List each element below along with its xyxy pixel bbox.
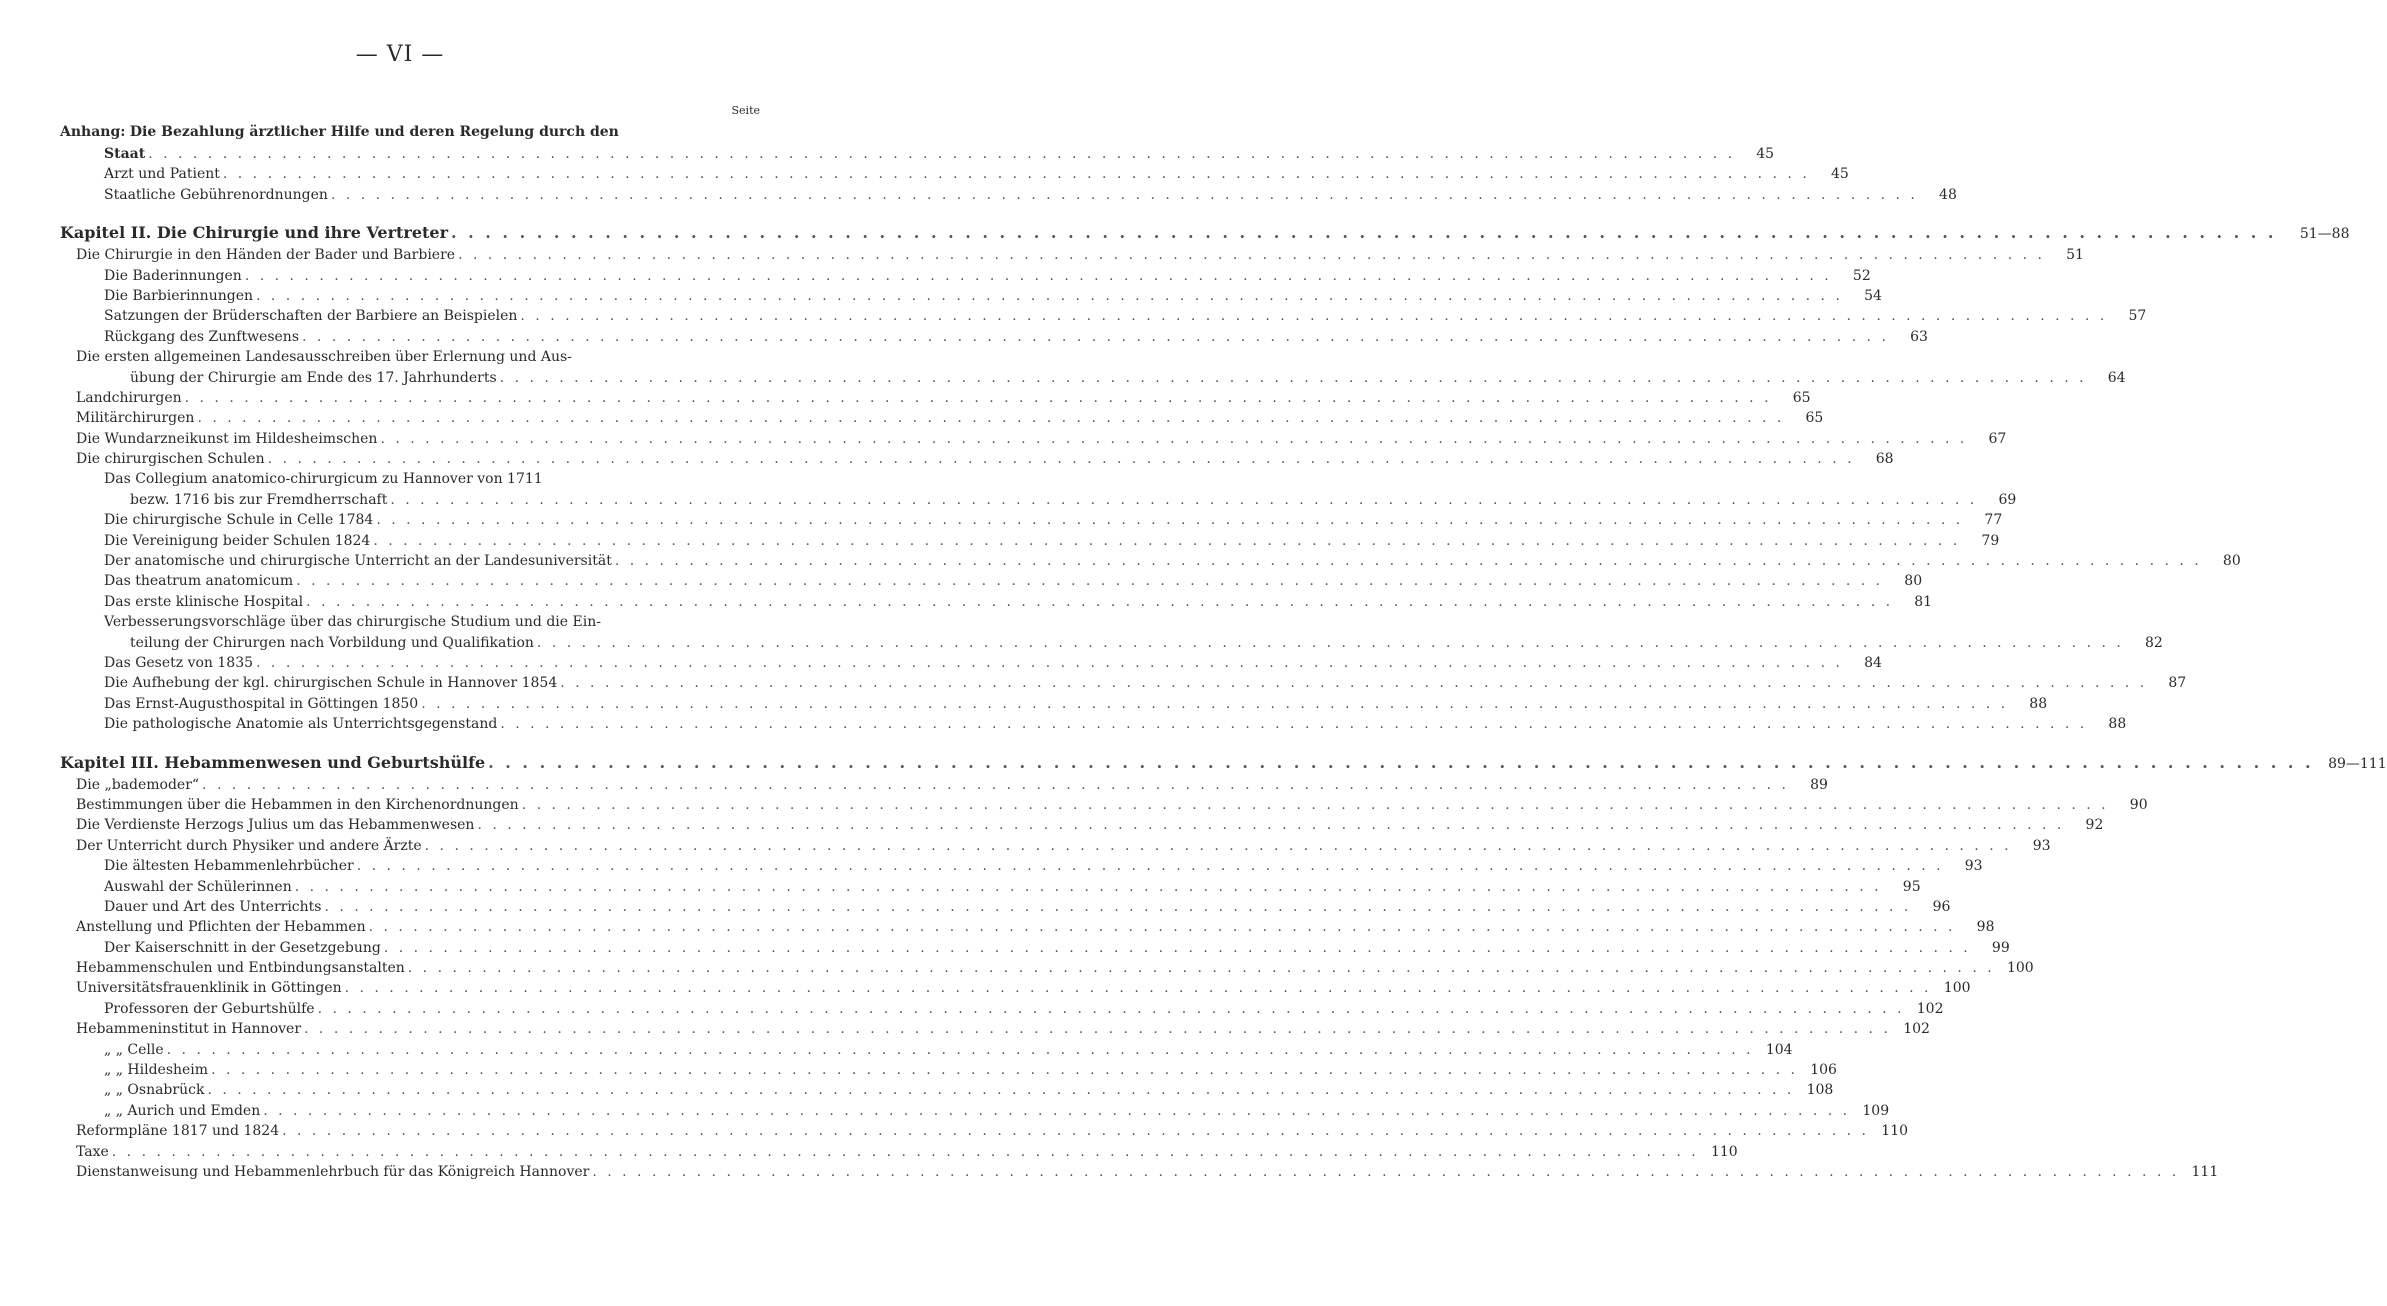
toc-entry	[60, 634, 2163, 655]
dot-leader	[318, 1001, 1905, 1017]
toc-entry-label: Der Kaiserschnitt in der Gesetzgebung	[104, 939, 381, 956]
page-number: — VI —	[355, 42, 445, 67]
dot-leader	[451, 223, 2276, 242]
toc-entry-label: Das Gesetz von 1835	[104, 654, 254, 671]
toc-entry-label: Der Unterricht durch Physiker und andere Ärzte	[76, 837, 422, 854]
dot-leader	[185, 390, 1772, 406]
dot-leader	[256, 288, 1843, 304]
toc-entry-label: Das erste klinische Hospital	[104, 593, 304, 610]
page-ref: 63	[1910, 328, 1928, 345]
page-ref: 87	[2168, 675, 2187, 692]
dot-leader	[425, 838, 2012, 854]
toc-entry	[60, 287, 1882, 308]
dot-leader	[537, 635, 2124, 651]
toc-entry	[60, 898, 1951, 919]
page-ref: 48	[1939, 186, 1957, 203]
page-ref: 88	[2029, 695, 2048, 712]
toc-entry	[60, 491, 2017, 512]
page-ref: 67	[1988, 430, 2007, 447]
toc-entry	[60, 858, 1983, 878]
page-ref: 81	[1914, 593, 1933, 610]
page-ref: 80	[2222, 553, 2241, 570]
toc-entry-label: Die ältesten Hebammenlehrbücher	[104, 858, 354, 875]
dot-leader	[376, 512, 1963, 528]
dot-leader	[331, 187, 1918, 203]
dot-leader	[488, 753, 2313, 772]
dot-leader	[477, 817, 2064, 833]
page-ref: 99	[1991, 939, 2010, 956]
toc-entry	[60, 267, 1871, 288]
toc-entry-label: Satzungen der Brüderschaften der Barbiere an Beispielen	[104, 308, 518, 325]
dot-leader	[390, 492, 1977, 508]
page-ref: 64	[2107, 369, 2126, 386]
toc-entry	[60, 776, 1828, 797]
dot-leader	[458, 247, 2045, 263]
toc-entry-label: Rückgang des Zunftwesens	[104, 328, 300, 345]
toc-entry	[60, 328, 1928, 349]
toc-entry	[60, 1062, 1837, 1082]
toc-entry	[60, 512, 2003, 532]
toc-entry-label: Auswahl der Schülerinnen	[104, 878, 292, 895]
dot-leader	[245, 268, 1832, 284]
toc-entry	[60, 1123, 1909, 1143]
toc-entry	[60, 695, 2048, 716]
dot-leader	[148, 146, 1735, 162]
anhang-title: Die Bezahlung ärztlicher Hilfe und deren Regelung durch den	[129, 124, 619, 140]
toc-entry	[60, 247, 2084, 267]
toc-entry-label: Hebammenschulen und Entbindungsanstalten	[76, 960, 405, 977]
toc-entry-label: Reformpläne 1817 und 1824	[76, 1123, 280, 1140]
toc-entry	[60, 553, 2241, 573]
dot-leader	[345, 980, 1932, 996]
page-ref: 93	[2032, 837, 2051, 854]
toc-entry-label: Die pathologische Anatomie als Unterrichtsgegenstand	[104, 716, 498, 733]
toc-entry	[60, 796, 2148, 817]
page-ref: 100	[1943, 980, 1971, 997]
toc-entry	[60, 369, 2126, 390]
toc-entry-label: „ „ Aurich und Emden	[104, 1102, 261, 1119]
toc-entry-label: Verbesserungsvorschläge über das chirurgische Studium und die Ein-	[104, 614, 601, 631]
toc-entry	[60, 532, 2000, 553]
toc-entry	[60, 1102, 1890, 1123]
dot-leader	[384, 940, 1971, 956]
page-ref: 79	[1981, 532, 2000, 549]
page-ref: 110	[1881, 1123, 1909, 1140]
toc-entry: Arzt und Patient . . . 45	[60, 166, 768, 186]
dot-leader	[500, 716, 2087, 732]
toc-entry	[60, 573, 1923, 593]
page-ref: 108	[1806, 1082, 1834, 1099]
page-ref: 45	[1756, 146, 1775, 162]
page-ref: 80	[1904, 573, 1923, 590]
toc-entry	[60, 716, 2127, 736]
page-ref: 65	[1792, 389, 1811, 406]
dot-leader	[380, 431, 1967, 447]
page-ref: 106	[1810, 1062, 1837, 1079]
toc-entry-label: Hebammeninstitut in Hannover	[76, 1021, 302, 1038]
toc-entry-label: übung der Chirurgie am Ende des 17. Jahrhunderts	[130, 369, 497, 386]
dot-leader	[211, 1062, 1798, 1078]
dot-leader	[408, 960, 1995, 976]
toc-entry-label: Das Ernst-Augusthospital in Göttingen 1850	[104, 695, 419, 712]
toc-entry-label: Das theatrum anatomicum	[104, 573, 294, 590]
toc-entry	[60, 939, 2010, 960]
page-ref: 57	[2128, 308, 2147, 325]
page-ref: 102	[1916, 1000, 1944, 1017]
dot-leader	[324, 899, 1911, 915]
page-ref: 82	[2145, 634, 2163, 651]
page-ref: 96	[1932, 898, 1951, 915]
dot-leader	[373, 533, 1960, 549]
toc-entry	[60, 1163, 2219, 1184]
dot-leader	[295, 879, 1882, 895]
toc-entry	[60, 980, 1971, 1000]
toc-entry	[60, 593, 1933, 614]
page-ref: 92	[2085, 817, 2104, 834]
toc-entry-label: Die Wundarzneikunst im Hildesheimschen	[76, 430, 378, 447]
page-ref: 111	[2191, 1163, 2219, 1180]
dot-leader	[304, 1021, 1891, 1037]
toc-entry	[60, 1021, 1930, 1041]
toc-entry	[60, 308, 2147, 328]
toc-entry	[60, 960, 2034, 980]
toc-entry-label: Die Barbierinnungen	[104, 287, 253, 304]
toc-entry-label: Landchirurgen	[76, 389, 182, 406]
dot-leader	[296, 573, 1883, 589]
anhang-prefix: Anhang:	[60, 124, 126, 140]
toc-entry-label: Die chirurgische Schule in Celle 1784	[104, 512, 374, 529]
page-ref: 90	[2129, 796, 2148, 813]
chapter-2-entries	[60, 247, 2241, 736]
dot-leader	[357, 858, 1944, 874]
dot-leader	[520, 308, 2107, 324]
toc-entry	[60, 878, 1921, 899]
toc-entry	[60, 451, 1894, 471]
toc-entry-label: Die ersten allgemeinen Landesausschreiben über Erlernung und Aus-	[76, 349, 572, 366]
page-ref: 109	[1862, 1102, 1890, 1119]
dot-leader	[167, 1042, 1754, 1058]
toc-entry-label: Militärchirurgen	[76, 410, 195, 427]
toc-entry-label: Bestimmungen über die Hebammen in den Kirchenordnungen	[76, 796, 519, 813]
toc-entry-label: Universitätsfrauenklinik in Göttingen	[76, 980, 342, 997]
dot-leader	[592, 1164, 2179, 1180]
toc-entry-label: Die „bademoder“	[76, 776, 200, 793]
toc-entry	[60, 675, 2187, 695]
page-ref: 45	[1830, 166, 1849, 183]
toc-entry	[60, 1041, 1793, 1062]
toc-entry-label: „ „ Celle	[104, 1041, 164, 1058]
dot-leader	[197, 410, 1784, 426]
page-ref: 69	[1998, 491, 2017, 508]
page-ref: 102	[1903, 1021, 1930, 1038]
dot-leader	[421, 696, 2008, 712]
toc-entry-label: Die Chirurgie in den Händen der Bader und Barbiere	[76, 247, 456, 264]
dot-leader	[112, 1144, 1699, 1160]
toc-entry-label: Professoren der Geburtshülfe	[104, 1000, 315, 1017]
toc-entry-label: Anstellung und Pflichten der Hebammen	[76, 919, 366, 936]
toc-entry	[60, 410, 1824, 430]
page-ref: 77	[1984, 512, 2003, 529]
dot-leader	[263, 1103, 1850, 1119]
page-ref: 95	[1902, 878, 1921, 895]
dot-leader	[256, 655, 1843, 671]
dot-leader	[522, 797, 2109, 813]
toc-entry-label: Dienstanweisung und Hebammenlehrbuch für das Königreich Hannover	[76, 1163, 590, 1180]
page-ref: 65	[1805, 410, 1824, 427]
dot-leader	[282, 1123, 1869, 1139]
toc-entry-label: Dauer und Art des Unterrichts	[104, 898, 322, 915]
chapter-heading: Kapitel II. Die Chirurgie und ihre Vertreter . . . 51—88	[60, 223, 768, 247]
dot-leader	[306, 594, 1893, 610]
dot-leader	[268, 451, 1855, 467]
toc-entry	[60, 471, 768, 491]
toc-entry-label: „ „ Hildesheim	[104, 1062, 209, 1079]
toc-entry	[60, 817, 2104, 837]
page-ref: 54	[1864, 287, 1882, 304]
toc-entry-label: Das Collegium anatomico-chirurgicum zu Hannover von 1711	[104, 471, 543, 488]
toc-entry	[60, 654, 1882, 675]
toc-entry	[60, 614, 768, 634]
dot-leader	[369, 919, 1956, 935]
toc-entry	[60, 1000, 1944, 1021]
dot-leader	[500, 370, 2087, 386]
toc-entry	[60, 430, 2007, 451]
toc-entry-label: teilung der Chirurgen nach Vorbildung und Qualifikation	[130, 634, 534, 651]
toc-entry-label: bezw. 1716 bis zur Fremdherrschaft	[130, 491, 388, 508]
page-ref: 93	[1964, 858, 1983, 875]
page-ref: 89	[1810, 776, 1828, 793]
toc-entry-label: Die Vereinigung beider Schulen 1824	[104, 532, 371, 549]
page-range: 89—111	[2328, 755, 2387, 772]
page-ref: 68	[1875, 451, 1894, 468]
toc-entry-label: Die chirurgischen Schulen	[76, 451, 265, 468]
toc-entry	[60, 919, 1995, 939]
dot-leader	[202, 777, 1789, 793]
page-ref: 100	[2006, 960, 2034, 977]
dot-leader	[560, 675, 2147, 691]
toc-entry: Staatliche Gebührenordnungen . . . 48	[60, 187, 768, 207]
toc-entry	[60, 1082, 1834, 1102]
page-ref: 88	[2108, 716, 2127, 733]
chapter-heading: Kapitel III. Hebammenwesen und Geburtshülfe . . . 89—111	[60, 753, 768, 777]
anhang-entry	[60, 124, 768, 146]
table-of-contents	[60, 124, 2387, 1184]
dot-leader	[207, 1082, 1794, 1098]
dot-leader	[615, 553, 2202, 569]
dot-leader	[302, 329, 1889, 345]
toc-entry-label: Die Aufhebung der kgl. chirurgischen Schule in Hannover 1854	[104, 675, 558, 692]
seite-column-label: Seite	[731, 104, 760, 117]
toc-entry	[60, 349, 768, 369]
page-ref: 51	[2066, 247, 2084, 264]
page-range: 51—88	[2299, 226, 2350, 243]
toc-entry-label: Die Verdienste Herzogs Julius um das Hebammenwesen	[76, 817, 475, 834]
toc-entry	[60, 389, 1811, 410]
page-ref: 104	[1765, 1041, 1793, 1058]
page-ref: 98	[1976, 919, 1995, 936]
toc-entry-label: Taxe	[76, 1143, 109, 1160]
dot-leader	[223, 166, 1810, 182]
page-ref: 84	[1864, 654, 1882, 671]
toc-entry	[60, 1143, 1738, 1164]
toc-entry-label: Die Baderinnungen	[104, 267, 242, 284]
page-ref: 110	[1710, 1143, 1738, 1160]
anhang-title-continued: Staat . . . 45	[60, 146, 768, 166]
toc-entry-label: Der anatomische und chirurgische Unterricht an der Landesuniversität	[104, 553, 612, 570]
toc-entry-label: „ „ Osnabrück	[104, 1082, 205, 1099]
chapter-3-entries	[60, 776, 2219, 1185]
toc-entry	[60, 837, 2051, 858]
page-ref: 52	[1852, 267, 1871, 284]
